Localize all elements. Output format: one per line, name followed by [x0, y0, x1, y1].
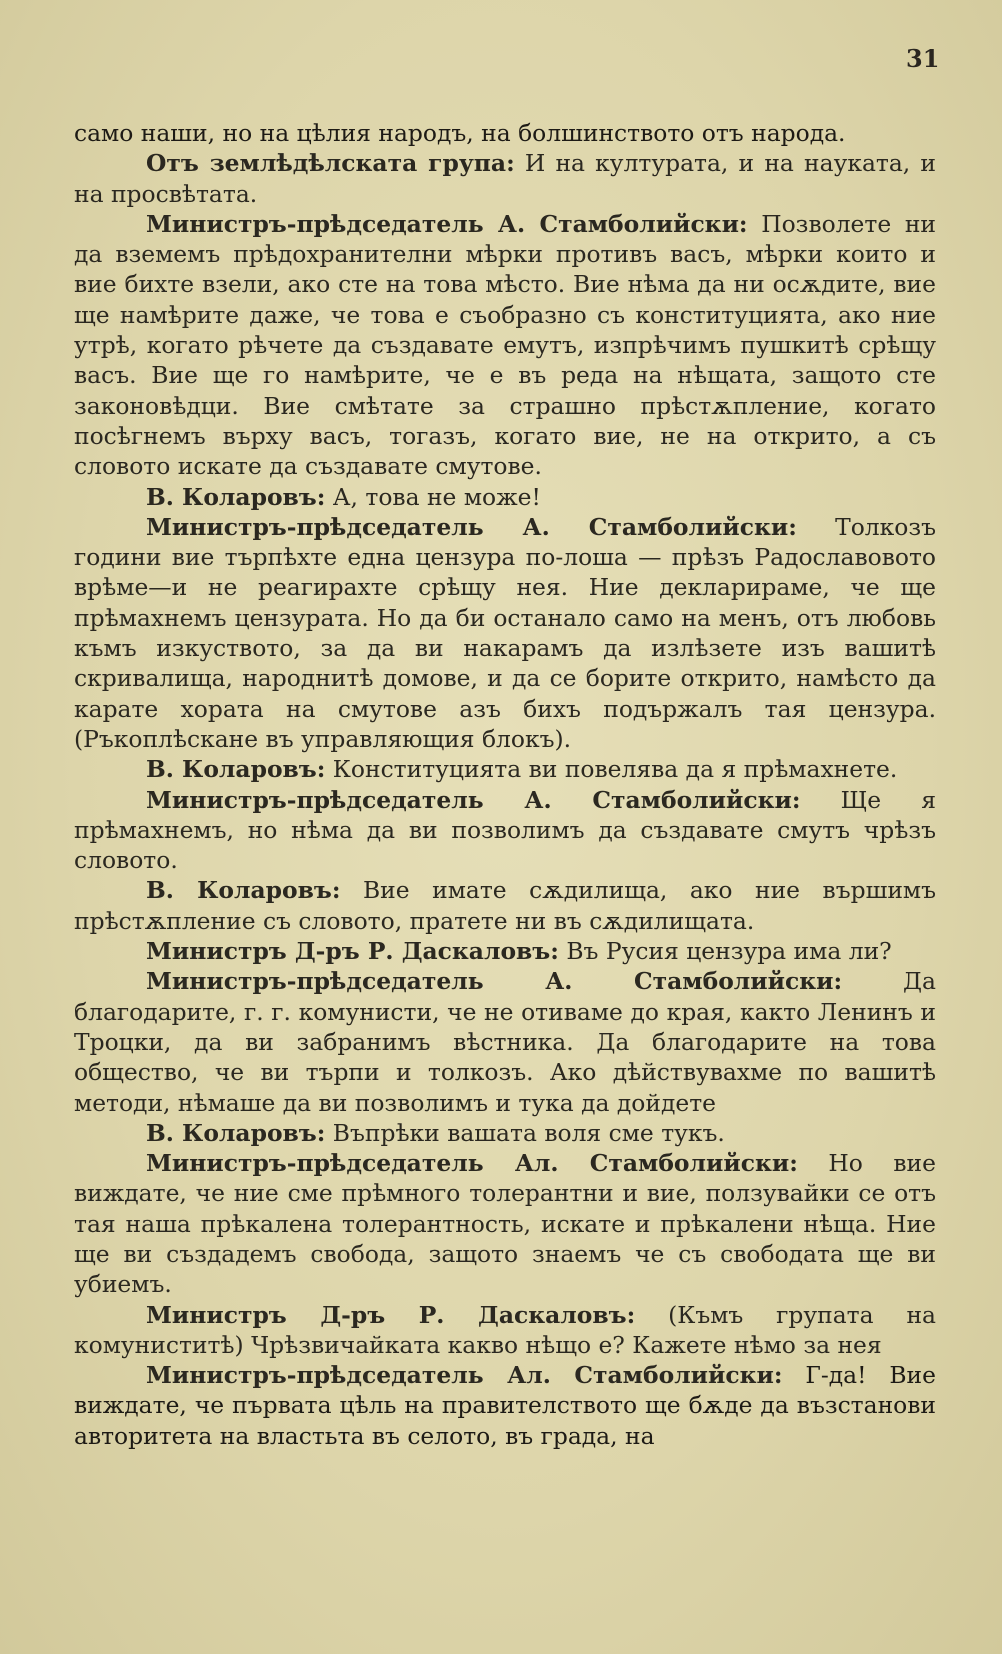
speaker: Министръ-прѣдседатель Ал. Стамболийски: [146, 1149, 798, 1178]
speech-text: Да благодарите, г. г. комунисти, че не отиваме до края, както Ленинъ и Троцки, да ви забранимъ вѣстника. Да благодарите на това общество, че ви търпи и толкозъ. Ако дѣйствувахме по вашитѣ методи, нѣмаше да ви позволимъ и тука да дойдете [74, 967, 937, 1117]
paragraph [74, 785, 936, 876]
paragraph [74, 1118, 936, 1148]
paragraph [74, 1300, 936, 1361]
page-number: 31 [906, 44, 940, 73]
paragraph [74, 209, 936, 482]
speech-text: Толкозъ години вие търпѣхте една цензура по-лоша — прѣзъ Радославовото врѣме—и не реагирахте срѣщу нея. Ние декларираме, че ще прѣмахнемъ цензурата. Но да би останало само на менъ, отъ любовь къмъ изкуството, за да ви накарамъ да излѣзете изъ вашитѣ скривалища, народнитѣ домове, и да се борите открито, намѣсто да карате хората на смутове азъ бихъ подържалъ тая цензура. (Ръкоплѣскане въ управляющия блокъ). [74, 512, 937, 753]
speech-text: (Къмъ групата на комуниститѣ) Чрѣзвичайката какво нѣщо е? Кажете нѣмо за нея [74, 1300, 936, 1359]
speech-text: Конституцията ви повелява да я прѣмахнете. [325, 755, 898, 784]
speaker: Министръ Д-ръ Р. Даскаловъ: [146, 1300, 636, 1329]
speaker: Министръ-прѣдседатель А. Стамболийски: [146, 512, 797, 541]
speaker: В. Коларовъ: [146, 755, 326, 784]
paragraph [74, 512, 936, 754]
speech-text: Г-да! Вие виждате, че първата цѣль на правителството ще бѫде да възстанови авторитета на властьта въ селото, въ града, на [74, 1361, 936, 1450]
paragraph [74, 754, 936, 784]
speech-text: Но вие виждате, че ние сме прѣмного толерантни и вие, ползувайки се отъ тая наша прѣкалена толерантность, искате и прѣкалени нѣща. Ние ще ви създадемъ свобода, защото знаемъ че съ свободата ще ви убиемъ. [74, 1149, 936, 1299]
speech-text: Въпрѣки вашата воля сме тукъ. [325, 1118, 725, 1147]
paragraph [74, 148, 936, 209]
speaker: Министръ-прѣдседатель А. Стамболийски: [146, 785, 801, 814]
speech-text: Ще я прѣмахнемъ, но нѣма да ви позволимъ да създавате смутъ чрѣзъ словото. [74, 785, 936, 875]
paragraph [74, 1360, 936, 1451]
paragraph [74, 1148, 936, 1299]
speaker: Министръ-прѣдседатель А. Стамболийски: [146, 967, 843, 996]
speaker: Министръ-прѣдседатель А. Стамболийски: [146, 209, 748, 238]
paragraph [74, 936, 936, 966]
speaker: Отъ землѣдѣлската група: [146, 149, 515, 178]
body-text [74, 118, 936, 1451]
speaker: В. Коларовъ: [146, 482, 326, 511]
speech-text: А, това не може! [325, 482, 541, 511]
speaker: В. Коларовъ: [146, 876, 341, 905]
paragraph [74, 966, 936, 1117]
speech-text: Въ Русия цензура има ли? [558, 937, 892, 966]
speaker: Министръ Д-ръ Р. Даскаловъ: [146, 937, 559, 966]
speech-text: само наши, но на цѣлия народъ, на болшинството отъ народа. [74, 119, 846, 147]
speech-text: Вие имате сѫдилища, ако ние вършимъ прѣстѫпление съ словото, пратете ни въ сѫдилищата. [74, 876, 936, 935]
paragraph [74, 875, 936, 936]
speaker: В. Коларовъ: [146, 1118, 326, 1147]
paragraph [74, 482, 936, 512]
speaker: Министръ-прѣдседатель Ал. Стамболийски: [146, 1361, 783, 1390]
paragraph [74, 118, 936, 148]
speech-text: И на културата, и на науката, и на просвѣтата. [74, 149, 936, 208]
speech-text: Позволете ни да вземемъ прѣдохранителни мѣрки противъ васъ, мѣрки които и вие бихте взели, ако сте на това мѣсто. Вие нѣма да ни осѫдите, вие ще намѣрите даже, че това е съобразно съ конституцията, ако ние утрѣ, когато рѣчете да създавате емутъ, изпрѣчимъ пушкитѣ срѣщу васъ. Вие ще го намѣрите, че е въ реда на нѣщата, защото сте законовѣдци. Вие смѣтате за страшно прѣстѫпление, когато посѣгнемъ върху васъ, тогазъ, когато вие, не на открито, а съ словото искате да създавате смутове. [74, 209, 936, 481]
